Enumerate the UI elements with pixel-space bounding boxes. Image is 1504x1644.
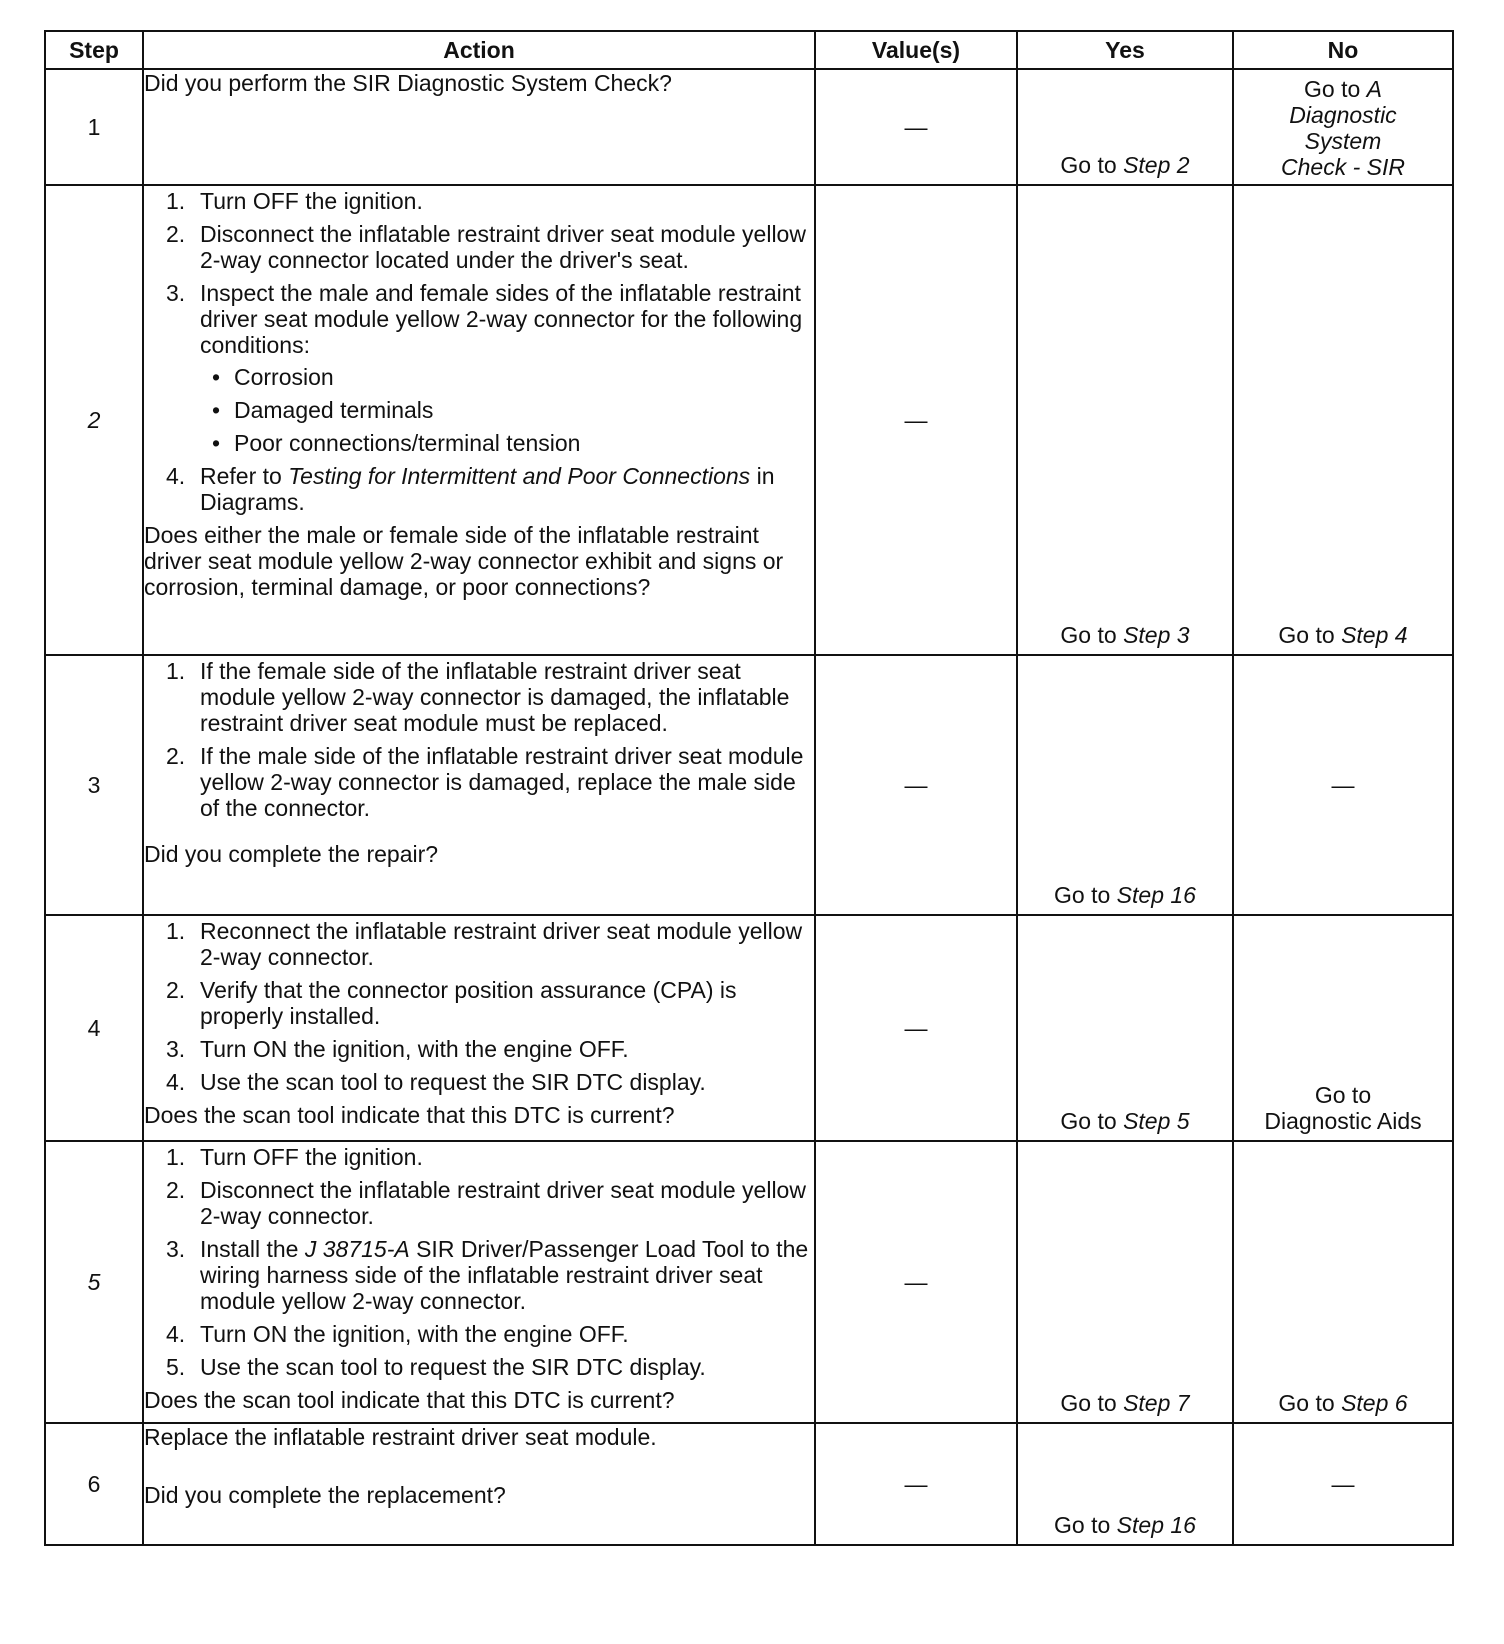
no-prefix: Go to — [1278, 622, 1342, 648]
action-step: 3. Install the J 38715-A SIR Driver/Passenger Load Tool to the wiring harness side of the inflatable restraint driver seat module yellow 2-way connector. — [166, 1236, 809, 1314]
step-number: 6 — [45, 1423, 143, 1545]
condition-list — [200, 364, 814, 456]
header-values: Value(s) — [815, 31, 1017, 69]
action-steps — [144, 658, 814, 821]
action-step: 4. Use the scan tool to request the SIR DTC display. — [166, 1069, 706, 1095]
yes-cell — [1017, 915, 1233, 1141]
tool-reference: J 38715-A — [304, 1236, 410, 1262]
no-line: Go to — [1314, 1082, 1372, 1108]
condition-item: • Damaged terminals — [200, 397, 814, 423]
yes-cell — [1017, 185, 1233, 655]
action-instruction: Replace the inflatable restraint driver seat module. — [144, 1424, 657, 1450]
no-cell — [1233, 69, 1453, 185]
action-cell — [143, 655, 815, 915]
yes-link[interactable]: Step 3 — [1123, 622, 1190, 648]
action-step: 5. Use the scan tool to request the SIR DTC display. — [166, 1354, 706, 1380]
step-number: 5 — [45, 1141, 143, 1423]
value-cell: — — [815, 1423, 1017, 1545]
no-link[interactable]: Diagnostic — [1289, 102, 1397, 128]
action-cell — [143, 185, 815, 655]
action-cell — [143, 915, 815, 1141]
table-row — [45, 1423, 1453, 1545]
reference-link[interactable]: Testing for Intermittent and Poor Connections — [288, 463, 751, 489]
action-question: Did you complete the replacement? — [144, 1482, 506, 1508]
no-link[interactable]: Step 6 — [1341, 1390, 1408, 1416]
action-step: 2. Verify that the connector position assurance (CPA) is properly installed. — [166, 977, 737, 1029]
action-step: 2. Disconnect the inflatable restraint driver seat module yellow 2-way connector located under the driver's seat. — [166, 221, 806, 273]
yes-cell — [1017, 69, 1233, 185]
table-row — [45, 185, 1453, 655]
value-cell: — — [815, 185, 1017, 655]
table-row — [45, 915, 1453, 1141]
no-prefix: Go to — [1304, 76, 1367, 102]
yes-cell — [1017, 1423, 1233, 1545]
header-step: Step — [45, 31, 143, 69]
yes-cell — [1017, 1141, 1233, 1423]
no-link[interactable]: System — [1304, 128, 1382, 154]
action-step: 1. Turn OFF the ignition. — [166, 1144, 423, 1170]
step-number: 3 — [45, 655, 143, 915]
no-cell: — — [1233, 1423, 1453, 1545]
yes-prefix: Go to — [1060, 622, 1124, 648]
action-question: Did you complete the repair? — [144, 841, 439, 867]
no-prefix: Go to — [1278, 1390, 1342, 1416]
no-cell — [1233, 915, 1453, 1141]
no-link[interactable]: Diagnostic Aids — [1264, 1108, 1422, 1134]
action-step: 1. If the female side of the inflatable restraint driver seat module yellow 2-way connector is damaged, the inflatable restraint driver seat module must be replaced. — [166, 658, 790, 736]
action-step: 4. Turn ON the ignition, with the engine OFF. — [166, 1321, 629, 1347]
yes-link[interactable]: Step 16 — [1116, 882, 1196, 908]
condition-item: • Poor connections/terminal tension — [200, 430, 814, 456]
action-cell — [143, 1141, 815, 1423]
action-question: Did you perform the SIR Diagnostic System Check? — [144, 70, 672, 96]
header-yes: Yes — [1017, 31, 1233, 69]
step-number: 4 — [45, 915, 143, 1141]
yes-prefix: Go to — [1060, 1390, 1124, 1416]
action-step: 1. Reconnect the inflatable restraint driver seat module yellow 2-way connector. — [166, 918, 803, 970]
no-link[interactable]: Check - SIR — [1281, 154, 1405, 180]
action-step: 4. Refer to Testing for Intermittent and Poor Connections in Diagrams. — [166, 463, 775, 515]
action-question: Does either the male or female side of the inflatable restraint driver seat module yellow 2-way connector exhibit and signs or corrosion, terminal damage, or poor connections? — [144, 522, 784, 600]
table-row — [45, 69, 1453, 185]
yes-cell — [1017, 655, 1233, 915]
yes-prefix: Go to — [1054, 882, 1117, 908]
action-step: 2. Disconnect the inflatable restraint driver seat module yellow 2-way connector. — [166, 1177, 806, 1229]
yes-link[interactable]: Step 5 — [1123, 1108, 1190, 1134]
yes-prefix: Go to — [1054, 1512, 1117, 1538]
step-number: 1 — [45, 69, 143, 185]
table-row — [45, 1141, 1453, 1423]
action-question: Does the scan tool indicate that this DTC is current? — [144, 1102, 675, 1128]
action-steps — [144, 918, 814, 1095]
action-steps — [144, 1144, 814, 1380]
header-no: No — [1233, 31, 1453, 69]
step-number: 2 — [45, 185, 143, 655]
header-row — [45, 31, 1453, 69]
action-step: 3. Inspect the male and female sides of the inflatable restraint driver seat module yellow 2-way connector for the following conditions: • Corrosion • Damaged terminals • Poor connections/terminal tension — [144, 280, 814, 456]
no-cell — [1233, 185, 1453, 655]
value-cell: — — [815, 69, 1017, 185]
no-cell — [1233, 1141, 1453, 1423]
value-cell: — — [815, 655, 1017, 915]
action-question: Does the scan tool indicate that this DTC is current? — [144, 1387, 675, 1413]
action-step: 1. Turn OFF the ignition. — [166, 188, 423, 214]
header-action: Action — [143, 31, 815, 69]
action-steps — [144, 188, 814, 515]
diagnostic-table — [44, 30, 1454, 1546]
no-link[interactable]: Step 4 — [1341, 622, 1408, 648]
value-cell: — — [815, 1141, 1017, 1423]
yes-prefix: Go to — [1060, 152, 1124, 178]
condition-item: • Corrosion — [200, 364, 814, 390]
yes-link[interactable]: Step 16 — [1116, 1512, 1196, 1538]
yes-link[interactable]: Step 2 — [1123, 152, 1190, 178]
action-step: 3. Turn ON the ignition, with the engine OFF. — [166, 1036, 629, 1062]
table-row — [45, 655, 1453, 915]
action-step: 2. If the male side of the inflatable restraint driver seat module yellow 2-way connector is damaged, replace the male side of the connector. — [166, 743, 804, 821]
yes-link[interactable]: Step 7 — [1123, 1390, 1190, 1416]
yes-prefix: Go to — [1060, 1108, 1124, 1134]
no-link[interactable]: A — [1366, 76, 1382, 102]
value-cell: — — [815, 915, 1017, 1141]
action-cell — [143, 69, 815, 185]
no-cell: — — [1233, 655, 1453, 915]
action-cell — [143, 1423, 815, 1545]
